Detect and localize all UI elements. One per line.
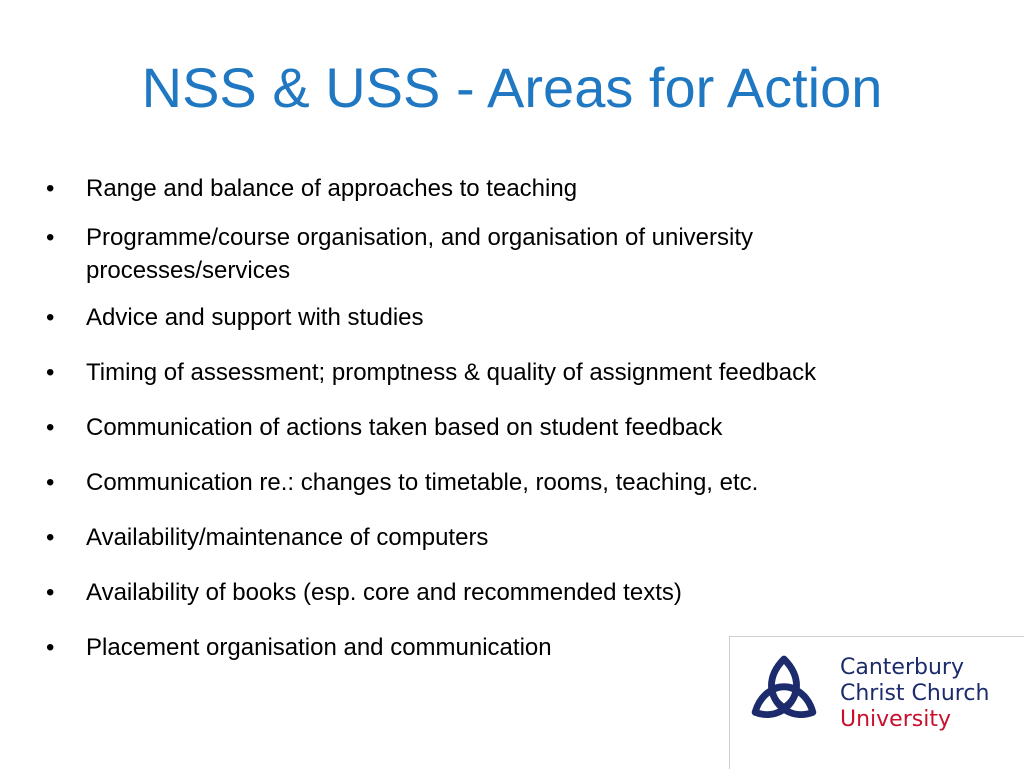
bullet-icon: • <box>46 304 55 331</box>
slide-title: NSS & USS - Areas for Action <box>141 56 883 119</box>
list-item <box>44 576 984 609</box>
bullet-icon: • <box>46 175 55 202</box>
trinity-knot-icon <box>746 653 822 729</box>
logo-wordmark <box>840 655 989 733</box>
list-item <box>44 411 984 444</box>
list-item <box>44 301 984 334</box>
list-item <box>44 521 984 554</box>
university-logo <box>729 636 1024 769</box>
list-item-text: Programme/course organisation, and organisation of university processes/services <box>86 224 754 284</box>
list-item-text: Range and balance of approaches to teaching <box>86 175 578 202</box>
list-item-text: Placement organisation and communication <box>86 634 552 661</box>
bullet-list <box>44 172 984 686</box>
bullet-icon: • <box>46 634 55 661</box>
list-item <box>44 221 984 287</box>
list-item <box>44 466 984 499</box>
bullet-icon: • <box>46 524 55 551</box>
list-item-text: Advice and support with studies <box>86 304 424 331</box>
list-item <box>44 356 984 389</box>
bullet-icon: • <box>46 414 55 441</box>
logo-line-christ-church: Christ Church <box>840 681 990 706</box>
bullet-icon: • <box>46 469 55 496</box>
list-item-text: Timing of assessment; promptness & quality of assignment feedback <box>86 359 817 386</box>
list-item-text: Availability of books (esp. core and recommended texts) <box>86 579 682 606</box>
logo-line-canterbury: Canterbury <box>840 655 964 680</box>
list-item-text: Availability/maintenance of computers <box>86 524 489 551</box>
bullet-icon: • <box>46 579 55 606</box>
list-item-text: Communication of actions taken based on student feedback <box>86 414 723 441</box>
logo-line-university: University <box>840 707 951 732</box>
bullet-icon: • <box>46 359 55 386</box>
list-item <box>44 172 984 205</box>
list-item-text: Communication re.: changes to timetable, rooms, teaching, etc. <box>86 469 759 496</box>
bullet-icon: • <box>46 224 55 251</box>
